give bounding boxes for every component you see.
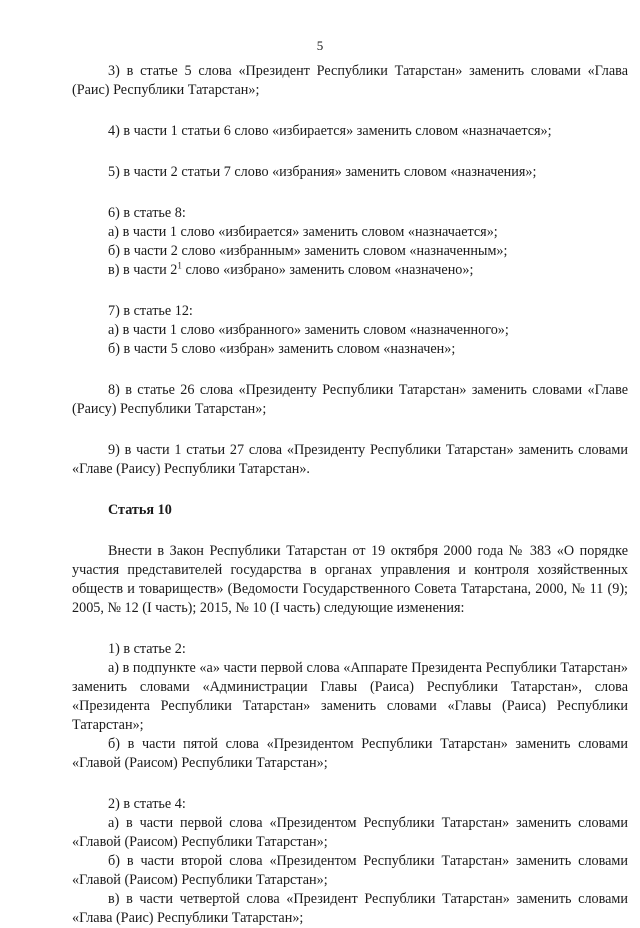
item-4: 4) в части 1 статьи 6 слово «избирается» заменить словом «назначается»; — [108, 123, 552, 139]
item-6-c — [72, 261, 628, 280]
article-10-sub-1-a: а) в подпункте «а» части первой слова «Аппарате Президента Республики Татарстан» заменить словами «Администрации Главы (Раиса) Республики Татарстан», слова «Президента Республики Татарстан» заменить словами «Главы (Раиса) Республики Татарстан»; — [72, 660, 628, 733]
article-10-sub-2-c: в) в части четвертой слова «Президент Республики Татарстан» заменить словами «Глава (Раис) Республики Татарстан»; — [72, 891, 628, 926]
item-6-c-prefix: в) в части 2 — [108, 262, 178, 278]
item-6-b: б) в части 2 слово «избранным» заменить словом «назначенным»; — [108, 243, 508, 259]
item-7-a: а) в части 1 слово «избранного» заменить словом «назначенного»; — [108, 322, 509, 338]
article-10-intro: Внести в Закон Республики Татарстан от 19 октября 2000 года № 383 «О порядке участия представителей государства в органах управления и контроля хозяйственных обществ и товариществ» (Ведомости Государственного Совета Татарстана, 2000, № 11 (9); 2005, № 12 (I часть); 2015, № 10 (I часть) следующие изменения: — [72, 543, 628, 616]
item-6-c-suffix: слово «избрано» заменить словом «назначено»; — [181, 262, 474, 278]
document-body — [72, 62, 628, 928]
item-6-heading: 6) в статье 8: — [108, 205, 186, 221]
item-5: 5) в части 2 статьи 7 слово «избрания» заменить словом «назначения»; — [108, 164, 537, 180]
item-8: 8) в статье 26 слова «Президенту Республики Татарстан» заменить словами «Главе (Раису) Республики Татарстан»; — [72, 382, 628, 417]
article-10-heading: Статья 10 — [108, 502, 172, 518]
page-number: 5 — [316, 38, 324, 53]
article-10-sub-2-a: а) в части первой слова «Президентом Республики Татарстан» заменить словами «Главой (Раисом) Республики Татарстан»; — [72, 815, 628, 850]
article-10-sub-2-b: б) в части второй слова «Президентом Республики Татарстан» заменить словами «Главой (Раисом) Республики Татарстан»; — [72, 853, 628, 888]
item-6-a: а) в части 1 слово «избирается» заменить словом «назначается»; — [108, 224, 498, 240]
article-10-sub-1-b: б) в части пятой слова «Президентом Республики Татарстан» заменить словами «Главой (Раисом) Республики Татарстан»; — [72, 736, 628, 771]
item-3: 3) в статье 5 слова «Президент Республики Татарстан» заменить словами «Глава (Раис) Республики Татарстан»; — [72, 63, 628, 98]
article-10-sub-2-heading: 2) в статье 4: — [108, 796, 186, 812]
article-10-sub-1-heading: 1) в статье 2: — [108, 641, 186, 657]
item-7-b: б) в части 5 слово «избран» заменить словом «назначен»; — [108, 341, 456, 357]
item-9: 9) в части 1 статьи 27 слова «Президенту Республики Татарстан» заменить словами «Главе (Раису) Республики Татарстан». — [72, 442, 628, 477]
item-7-heading: 7) в статье 12: — [108, 303, 193, 319]
item-6-c-superscript: 1 — [177, 260, 182, 271]
